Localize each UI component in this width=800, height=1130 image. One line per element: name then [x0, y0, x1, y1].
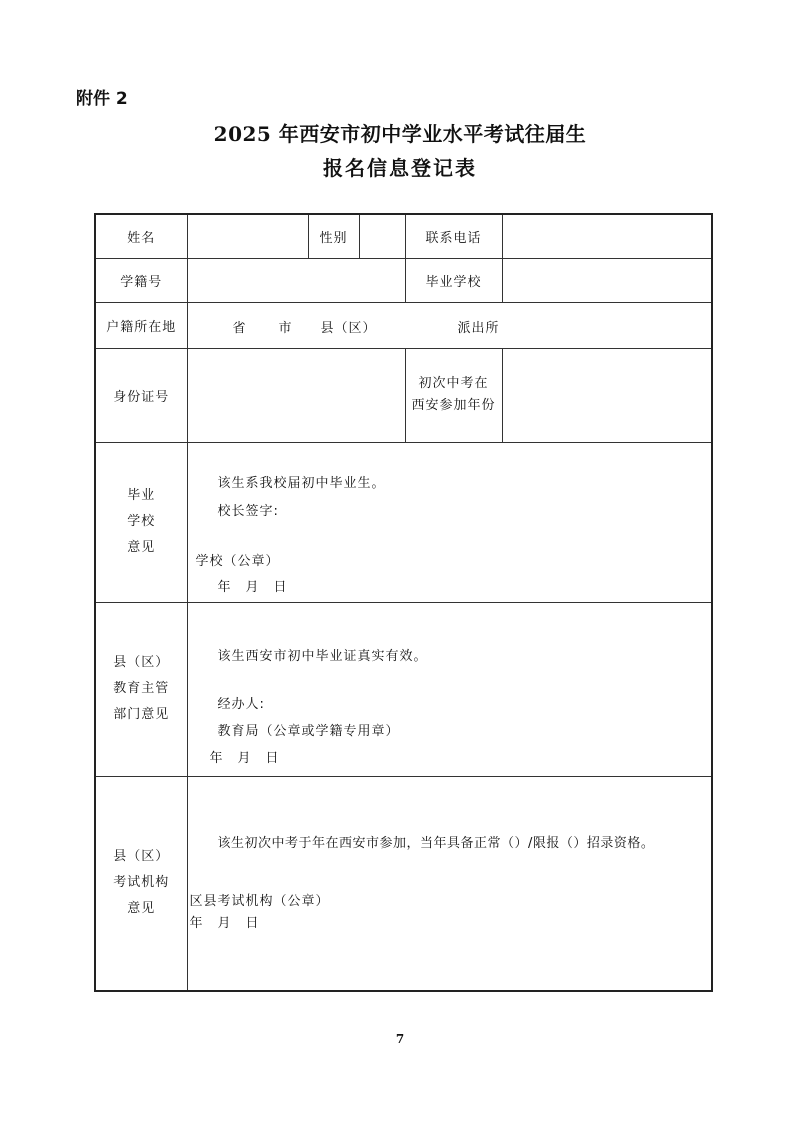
school-seal-label: 学校（公章）	[195, 553, 280, 569]
school-opinion-field[interactable]	[187, 442, 712, 602]
exam-seal-label: 区县考试机构（公章）	[189, 893, 330, 909]
exam-opinion-date: 年 月 日	[189, 915, 260, 931]
hukou-city-text: 市	[278, 320, 293, 336]
student-id-field[interactable]	[187, 258, 405, 302]
exam-opinion-statement: 该生初次中考于年在西安市参加，当年具备正常（）/限报（）招录资格。	[217, 835, 655, 851]
school-opinion-label-2: 学校	[127, 514, 156, 529]
hukou-province-text: 省	[232, 320, 247, 336]
hukou-station-text: 派出所	[457, 320, 500, 336]
first-exam-field[interactable]	[502, 348, 712, 442]
exam-opinion-label	[95, 776, 187, 991]
name-field[interactable]	[187, 214, 308, 258]
edu-opinion-field[interactable]	[187, 602, 712, 776]
exam-opinion-field[interactable]	[187, 776, 712, 991]
principal-signature-label: 校长签字:	[217, 503, 279, 519]
page-number: 7	[395, 1032, 405, 1046]
hukou-field[interactable]	[187, 302, 712, 348]
exam-opinion-label-2: 考试机构	[113, 875, 170, 891]
exam-opinion-label-3: 意见	[127, 901, 156, 917]
school-label: 毕业学校	[405, 258, 502, 302]
phone-label: 联系电话	[405, 214, 502, 258]
edu-handler-label: 经办人:	[217, 696, 265, 712]
attachment-label: 附件 2	[76, 89, 128, 109]
hukou-county-text: 县（区）	[320, 320, 377, 336]
form-title-line1: 2025 年西安市初中学业水平考试往届生	[213, 122, 587, 146]
edu-opinion-label	[95, 602, 187, 776]
first-exam-label-line1: 初次中考在	[418, 376, 489, 391]
edu-opinion-statement: 该生西安市初中毕业证真实有效。	[217, 648, 428, 664]
student-id-label: 学籍号	[95, 258, 187, 302]
id-field[interactable]	[187, 348, 405, 442]
hukou-label: 户籍所在地	[95, 302, 187, 348]
id-label: 身份证号	[95, 348, 187, 442]
school-opinion-label-3: 意见	[127, 540, 156, 555]
first-exam-label	[405, 348, 502, 442]
edu-opinion-label-2: 教育主管	[113, 681, 170, 696]
school-opinion-label-1: 毕业	[127, 488, 156, 503]
school-opinion-statement: 该生系我校届初中毕业生。	[217, 475, 386, 491]
registration-form-table	[94, 213, 713, 992]
first-exam-label-line2: 西安参加年份	[411, 398, 496, 413]
gender-field[interactable]	[359, 214, 405, 258]
phone-field[interactable]	[502, 214, 712, 258]
name-label: 姓名	[95, 214, 187, 258]
school-opinion-label	[95, 442, 187, 602]
edu-opinion-label-3: 部门意见	[113, 707, 170, 722]
school-field[interactable]	[502, 258, 712, 302]
exam-opinion-label-1: 县（区）	[113, 849, 170, 865]
edu-opinion-label-1: 县（区）	[113, 655, 170, 670]
school-opinion-date: 年 月 日	[217, 579, 288, 595]
edu-seal-label: 教育局（公章或学籍专用章）	[217, 723, 400, 739]
gender-label: 性别	[308, 214, 359, 258]
edu-opinion-date: 年 月 日	[209, 750, 280, 766]
form-title-line2: 报名信息登记表	[323, 156, 477, 180]
